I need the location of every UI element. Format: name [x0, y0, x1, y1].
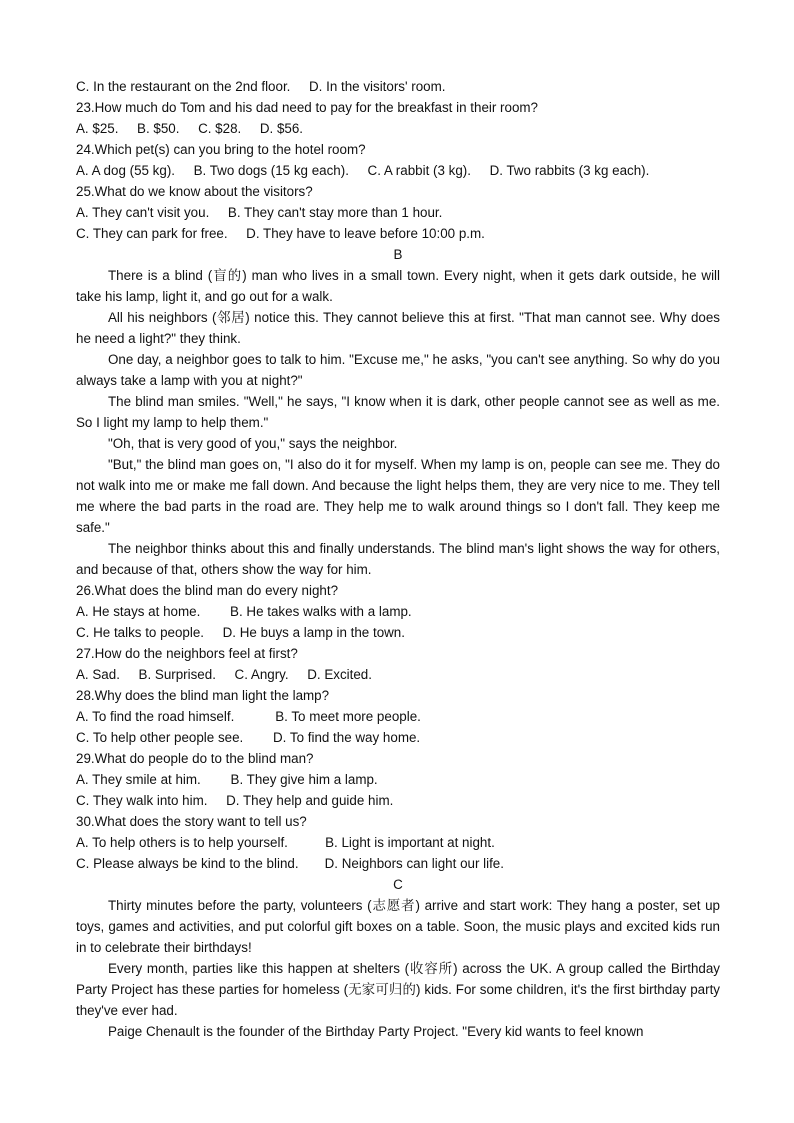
passage-c-paragraph: Paige Chenault is the founder of the Birthday Party Project. "Every kid wants to feel known	[108, 1024, 644, 1039]
question-28: 28.Why does the blind man light the lamp?	[76, 688, 330, 703]
q24-options: A. A dog (55 kg). B. Two dogs (15 kg each). C. A rabbit (3 kg). D. Two rabbits (3 kg each).	[76, 163, 650, 178]
q30-options-ab: A. To help others is to help yourself. B. Light is important at night.	[76, 835, 495, 850]
question-29: 29.What do people do to the blind man?	[76, 751, 314, 766]
q22-options-cd: C. In the restaurant on the 2nd floor. D. In the visitors' room.	[76, 79, 446, 94]
q28-options-cd: C. To help other people see. D. To find the way home.	[76, 730, 421, 745]
passage-b-paragraph: The blind man smiles. "Well," he says, "I know when it is dark, other people cannot see as well as me. So I light my lamp to help them."	[76, 394, 720, 430]
passage-c-paragraph: Thirty minutes before the party, volunteers (志愿者) arrive and start work: They hang a poster, set up toys, games and activities, and put colorful gift boxes on a table. Soon, the music plays and excited kids run in to celebrate their birthdays!	[76, 898, 720, 955]
q27-options: A. Sad. B. Surprised. C. Angry. D. Excited.	[76, 667, 372, 682]
passage-b-paragraph: There is a blind (盲的) man who lives in a small town. Every night, when it gets dark outside, he will take his lamp, light it, and go out for a walk.	[76, 268, 720, 304]
section-c-label: C	[393, 877, 403, 892]
passage-b-paragraph: "But," the blind man goes on, "I also do it for myself. When my lamp is on, people can see me. They do not walk into me or make me fall down. And because the light helps them, they are very nice to me. They tell me where the bad parts in the road are. They help me to walk around things so I don't fall. They keep me safe."	[76, 457, 720, 535]
q26-options-ab: A. He stays at home. B. He takes walks with a lamp.	[76, 604, 412, 619]
question-23: 23.How much do Tom and his dad need to pay for the breakfast in their room?	[76, 100, 538, 115]
section-b-label: B	[393, 247, 403, 262]
passage-b-paragraph: The neighbor thinks about this and finally understands. The blind man's light shows the way for others, and because of that, others show the way for him.	[76, 541, 720, 577]
passage-b-paragraph: All his neighbors (邻居) notice this. They cannot believe this at first. "That man cannot see. Why does he need a light?" they think.	[76, 310, 720, 346]
question-24: 24.Which pet(s) can you bring to the hotel room?	[76, 142, 366, 157]
q23-options: A. $25. B. $50. C. $28. D. $56.	[76, 121, 304, 136]
q30-options-cd: C. Please always be kind to the blind. D. Neighbors can light our life.	[76, 856, 504, 871]
passage-b-paragraph: One day, a neighbor goes to talk to him. "Excuse me," he asks, "you can't see anything. So why do you always take a lamp with you at night?"	[76, 352, 720, 388]
passage-c-paragraph: Every month, parties like this happen at shelters (收容所) across the UK. A group called the Birthday Party Project has these parties for homeless (无家可归的) kids. For some children, it's the first birthday party they've ever had.	[76, 961, 720, 1018]
question-25: 25.What do we know about the visitors?	[76, 184, 313, 199]
passage-b-paragraph: "Oh, that is very good of you," says the neighbor.	[108, 436, 398, 451]
q25-options-ab: A. They can't visit you. B. They can't stay more than 1 hour.	[76, 205, 443, 220]
q25-options-cd: C. They can park for free. D. They have to leave before 10:00 p.m.	[76, 226, 485, 241]
q26-options-cd: C. He talks to people. D. He buys a lamp in the town.	[76, 625, 405, 640]
question-26: 26.What does the blind man do every night?	[76, 583, 339, 598]
q29-options-ab: A. They smile at him. B. They give him a lamp.	[76, 772, 378, 787]
question-27: 27.How do the neighbors feel at first?	[76, 646, 298, 661]
q29-options-cd: C. They walk into him. D. They help and guide him.	[76, 793, 394, 808]
document-page	[76, 76, 720, 1042]
q28-options-ab: A. To find the road himself. B. To meet more people.	[76, 709, 421, 724]
question-30: 30.What does the story want to tell us?	[76, 814, 307, 829]
